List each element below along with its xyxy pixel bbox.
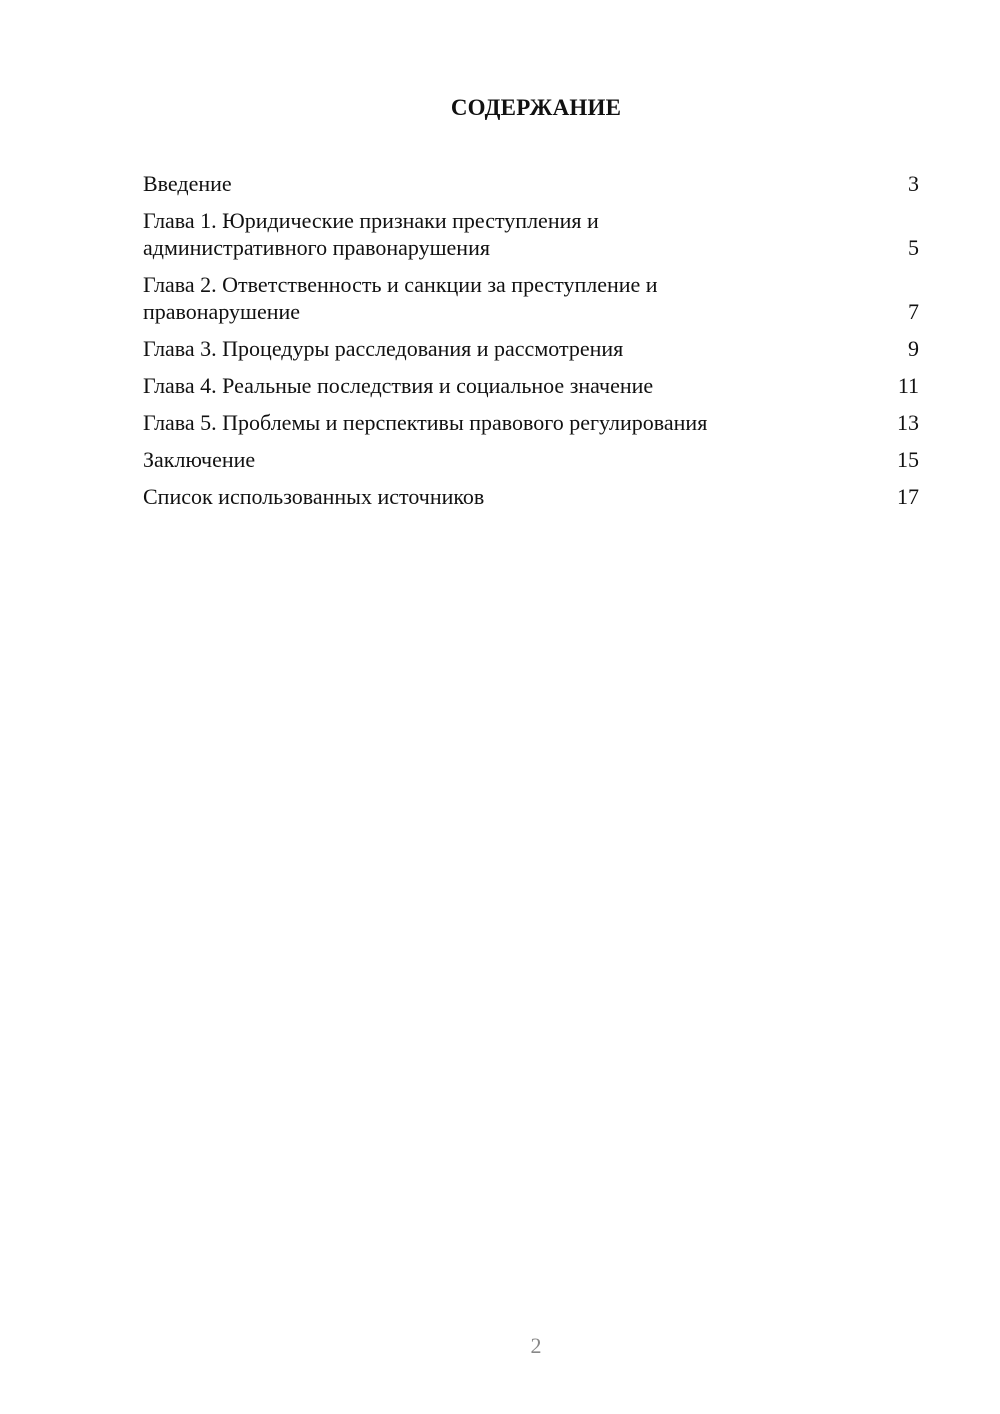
toc-entry-line: Глава 3. Процедуры расследования и рассмотрения bbox=[143, 336, 624, 361]
toc-entry-page: 9 bbox=[908, 336, 919, 361]
toc-entry-label bbox=[143, 372, 889, 399]
toc-entry-page: 17 bbox=[897, 484, 919, 509]
toc-entry-label bbox=[143, 335, 889, 362]
toc-entry-label bbox=[143, 446, 889, 473]
toc-entry-line: административного правонарушения bbox=[143, 235, 490, 260]
toc-entry-line: Глава 4. Реальные последствия и социальное значение bbox=[143, 373, 654, 398]
toc-entry-label bbox=[143, 207, 889, 261]
toc-entry-page: 15 bbox=[897, 447, 919, 472]
toc-entry-page: 11 bbox=[897, 373, 919, 398]
toc-entry-label bbox=[143, 409, 889, 436]
table-of-contents bbox=[143, 170, 919, 520]
toc-entry-label bbox=[143, 271, 889, 325]
toc-entry-line: Список использованных источников bbox=[143, 484, 485, 509]
toc-entry-chapter-5 bbox=[143, 409, 919, 436]
toc-entry-chapter-4 bbox=[143, 372, 919, 399]
toc-entry-chapter-2 bbox=[143, 271, 919, 325]
toc-entry-introduction bbox=[143, 170, 919, 197]
toc-entry-label bbox=[143, 170, 889, 197]
toc-entry-chapter-1 bbox=[143, 207, 919, 261]
toc-entry-page: 7 bbox=[908, 299, 919, 324]
toc-entry-page: 13 bbox=[897, 410, 919, 435]
toc-entry-label bbox=[143, 483, 889, 510]
toc-entry-line: правонарушение bbox=[143, 299, 301, 324]
toc-entry-line: Введение bbox=[143, 171, 232, 196]
toc-entry-page: 5 bbox=[908, 235, 919, 260]
page-title: СОДЕРЖАНИЕ bbox=[450, 95, 622, 120]
toc-entry-line: Глава 2. Ответственность и санкции за преступление и bbox=[143, 272, 658, 297]
toc-entry-line: Глава 1. Юридические признаки преступления и bbox=[143, 208, 599, 233]
toc-entry-conclusion bbox=[143, 446, 919, 473]
toc-entry-references bbox=[143, 483, 919, 510]
toc-entry-line: Заключение bbox=[143, 447, 256, 472]
toc-entry-page: 3 bbox=[908, 171, 919, 196]
toc-entry-chapter-3 bbox=[143, 335, 919, 362]
toc-entry-line: Глава 5. Проблемы и перспективы правового регулирования bbox=[143, 410, 708, 435]
page-number: 2 bbox=[530, 1333, 542, 1358]
